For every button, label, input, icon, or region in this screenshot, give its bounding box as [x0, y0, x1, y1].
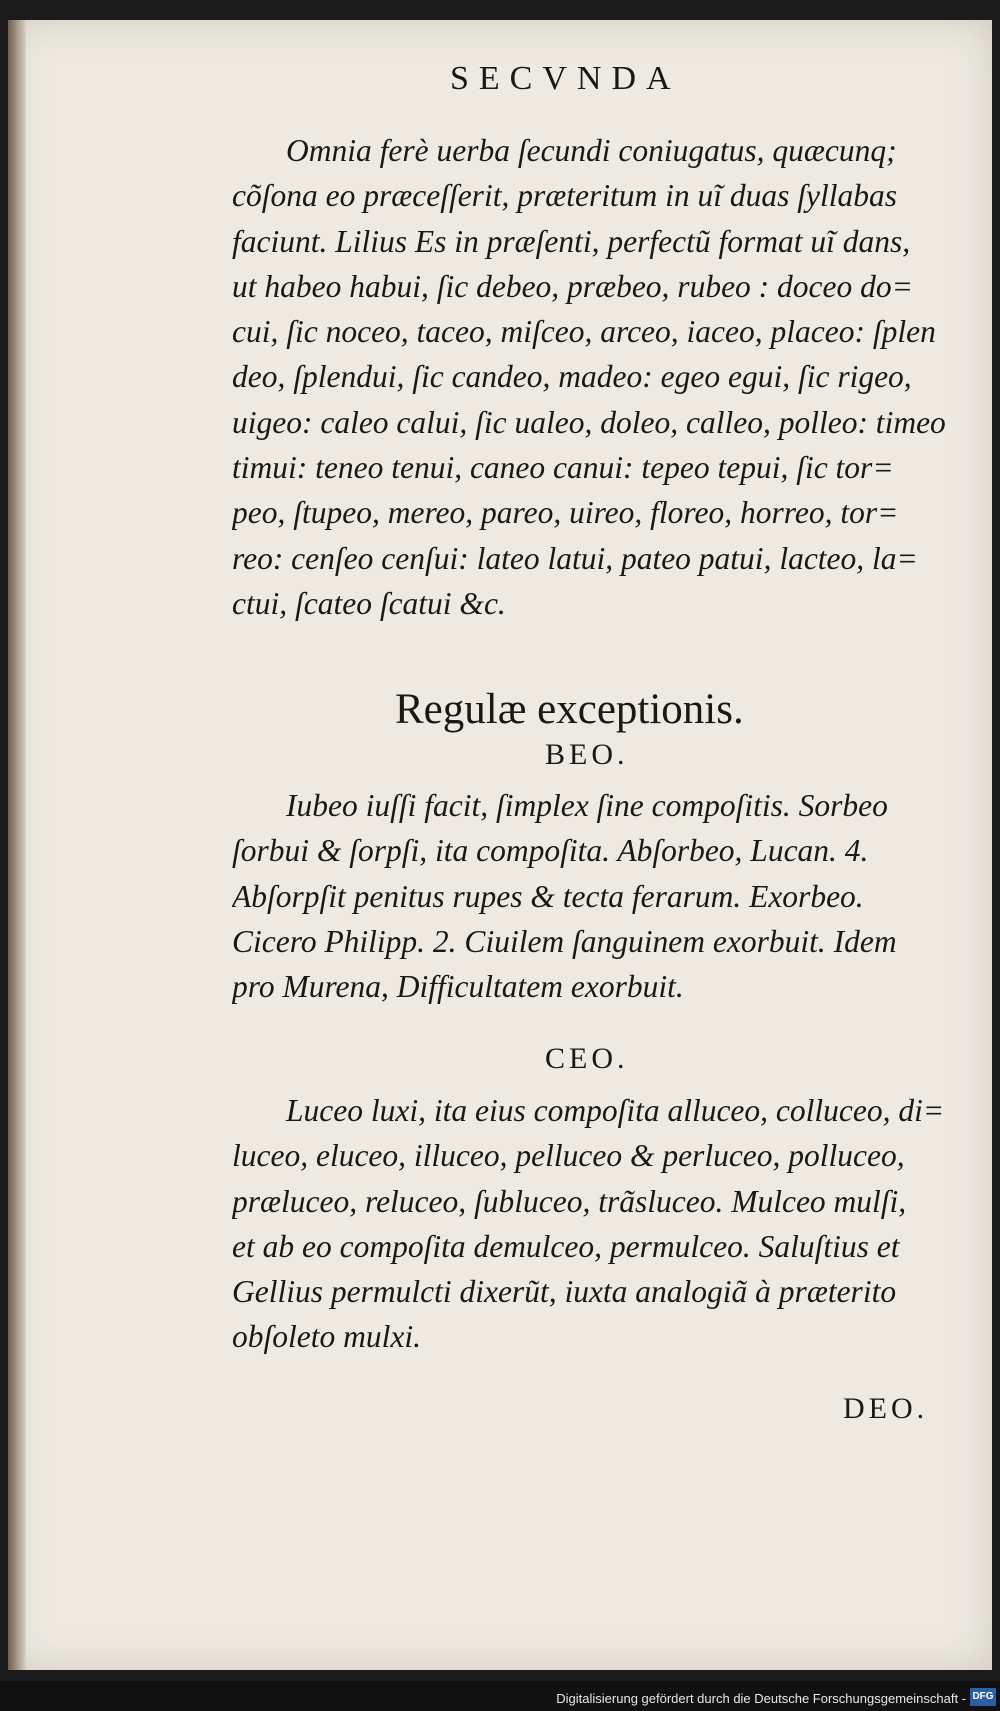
text-line: Luceo luxi, ita eius compoſita alluceo, colluceo, di=: [286, 1093, 945, 1128]
text-line: præluceo, reluceo, ſubluceo, trãsluceo. Mulceo mulſi,: [232, 1183, 907, 1219]
text-line: Cicero Philipp. 2. Ciuilem ſanguinem exorbuit. Idem: [232, 923, 897, 959]
text-line: timui: teneo tenui, caneo canui: tepeo tepui, ſic tor=: [232, 450, 894, 486]
text-line: deo, ſplendui, ſic candeo, madeo: egeo egui, ſic rigeo,: [232, 359, 912, 395]
text-line: peo, ſtupeo, mereo, pareo, uireo, floreo, horreo, tor=: [232, 495, 899, 531]
text-line: ut habeo habui, ſic debeo, præbeo, rubeo : doceo do=: [232, 268, 913, 304]
text-line: reo: cenſeo cenſui: lateo latui, pateo patui, lacteo, la=: [232, 540, 918, 576]
subheading-beo: BEO.: [545, 738, 629, 771]
text-line: cui, ſic noceo, taceo, miſceo, arceo, iaceo, placeo: ſplen: [232, 314, 936, 350]
text-line: pro Murena, Difficultatem exorbuit.: [232, 969, 684, 1005]
text-line: ctui, ſcateo ſcatui &c.: [232, 585, 506, 621]
dfg-logo-icon: DFG: [970, 1688, 996, 1706]
text-line: Iubeo iuſſi facit, ſimplex ſine compoſitis. Sorbeo: [286, 788, 888, 823]
text-line: faciunt. Lilius Es in præſenti, perfectũ format uĩ dans,: [232, 223, 911, 259]
funding-notice: Digitalisierung gefördert durch die Deutsche Forschungsgemeinschaft -: [556, 1691, 966, 1706]
text-line: luceo, eluceo, illuceo, pelluceo & perluceo, polluceo,: [232, 1138, 905, 1174]
text-line: Abſorpſit penitus rupes & tecta ferarum. Exorbeo.: [232, 878, 864, 914]
text-line: obſoleto mulxi.: [232, 1319, 421, 1355]
footer-bar: [0, 1681, 1000, 1711]
catchword: DEO.: [843, 1392, 929, 1425]
section-heading: Regulæ exceptionis.: [395, 686, 744, 733]
text-line: uigeo: caleo calui, ſic ualeo, doleo, calleo, polleo: timeo: [232, 404, 946, 440]
running-head: SECVNDA: [450, 60, 681, 97]
text-line: ſorbui & ſorpſi, ita compoſita. Abſorbeo, Lucan. 4.: [232, 833, 869, 869]
text-line: cõſona eo præceſſerit, præteritum in uĩ duas ſyllabas: [232, 178, 897, 214]
text-line: Gellius permulcti dixerũt, iuxta analogiã à præterito: [232, 1274, 897, 1310]
paragraph-ceo: [232, 1088, 952, 1360]
paragraph-beo: [232, 783, 952, 1009]
subheading-ceo: CEO.: [545, 1042, 629, 1075]
page-gutter-shadow: [8, 20, 26, 1670]
paragraph-intro: [232, 128, 952, 626]
text-line: et ab eo compoſita demulceo, permulceo. Saluſtius et: [232, 1228, 900, 1264]
text-line: Omnia ferè uerba ſecundi coniugatus, quæcunq;: [286, 133, 897, 168]
